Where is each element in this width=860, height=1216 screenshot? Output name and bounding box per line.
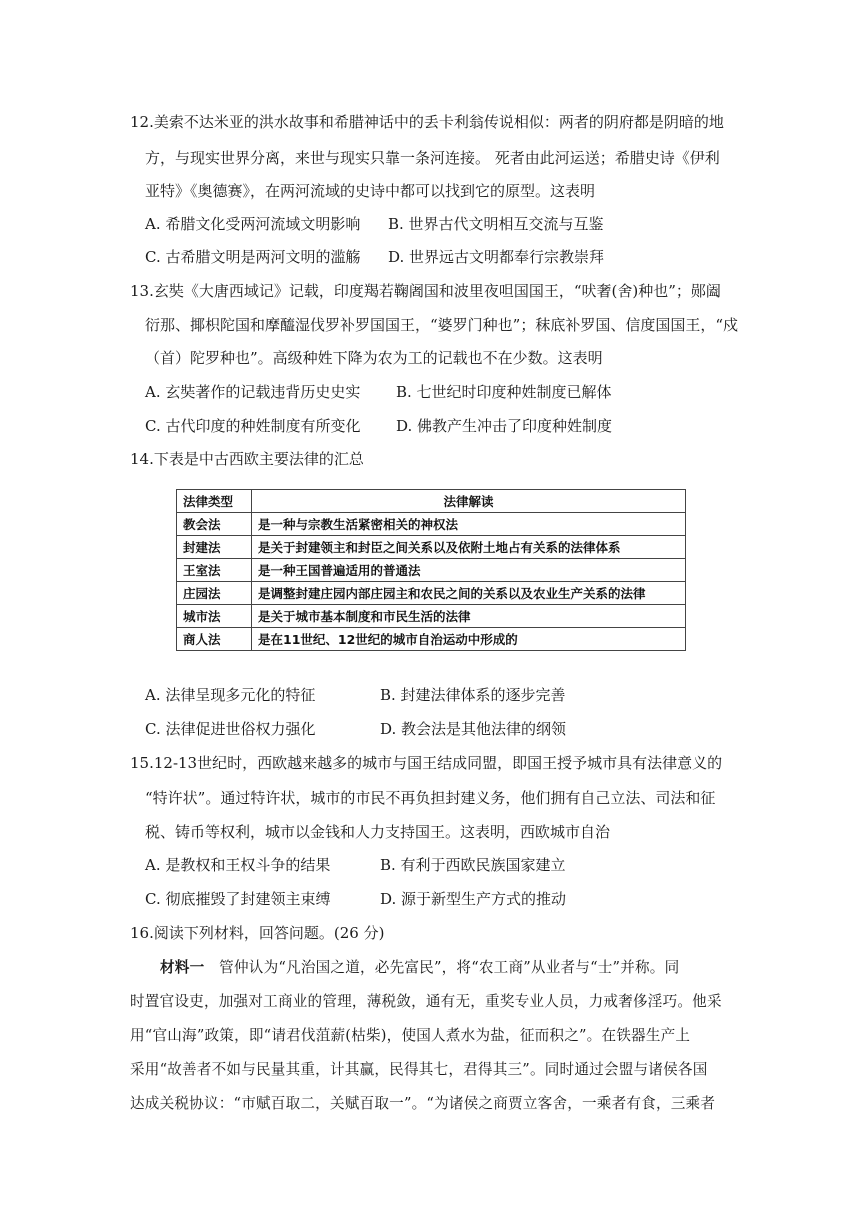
law-type-cell: 庄园法	[177, 582, 252, 605]
q12-option-d: D. 世界远古文明都奉行宗教崇拜	[388, 248, 605, 266]
q12-stem-line2: 方，与现实世界分离，来世与现实只靠一条河连接。 死者由此河运送；希腊史诗《伊利	[145, 149, 720, 167]
law-interpretation-cell: 是在11世纪、12世纪的城市自治运动中形成的	[252, 628, 686, 651]
q13-stem-line3: （首）陀罗种也”。高级种姓下降为农为工的记载也不在少数。这表明	[145, 349, 603, 367]
q14-option-d: D. 教会法是其他法律的纲领	[380, 720, 567, 738]
table-row	[177, 628, 686, 651]
material-one-line2: 时置官设吏，加强对工商业的管理，薄税敛，通有无，重奖专业人员，力戒奢侈淫巧。他采	[130, 993, 722, 1010]
law-type-cell: 城市法	[177, 605, 252, 628]
table-row	[177, 536, 686, 559]
q16-stem: 16.阅读下列材料，回答问题。(26 分)	[130, 924, 385, 942]
material-one-line3: 用“官山海”政策，即“请君伐菹薪(枯柴)，使国人煮水为盐，征而积之”。在铁器生产上	[130, 1027, 691, 1044]
header-law-type: 法律类型	[177, 490, 252, 513]
law-interpretation-cell: 是一种王国普遍适用的普通法	[252, 559, 686, 582]
law-summary-table	[176, 489, 686, 651]
law-interpretation-cell: 是调整封建庄园内部庄园主和农民之间的关系以及农业生产关系的法律	[252, 582, 686, 605]
law-type-cell: 王室法	[177, 559, 252, 582]
material-one-line1	[160, 958, 679, 978]
q15-stem-line1: 15.12-13世纪时，西欧越来越多的城市与国王结成同盟，即国王授予城市具有法律意义的	[130, 754, 723, 772]
q12-stem-line3: 亚特》《奥德赛》，在两河流域的史诗中都可以找到它的原型。这表明	[145, 182, 596, 200]
q13-option-a: A. 玄奘著作的记载违背历史史实	[145, 383, 361, 401]
q12-stem-line1: 12.美索不达米亚的洪水故事和希腊神话中的丢卡利翁传说相似：两者的阴府都是阴暗的地	[130, 113, 724, 131]
q12-option-c: C. 古希腊文明是两河文明的滥觞	[145, 248, 361, 266]
table-header-row	[177, 490, 686, 513]
q13-option-c: C. 古代印度的种姓制度有所变化	[145, 417, 361, 435]
header-law-interpretation: 法律解读	[252, 490, 686, 513]
q14-stem: 14.下表是中古西欧主要法律的汇总	[130, 450, 364, 468]
q15-option-b: B. 有利于西欧民族国家建立	[380, 856, 566, 874]
q15-option-d: D. 源于新型生产方式的推动	[380, 890, 567, 908]
law-interpretation-cell: 是一种与宗教生活紧密相关的神权法	[252, 513, 686, 536]
q13-stem-line2: 衍那、揶枳陀国和摩醯湿伐罗补罗国国王，“婆罗门种也”；秣底补罗国、信度国国王，“戍	[145, 316, 739, 334]
q14-option-c: C. 法律促进世俗权力强化	[145, 720, 316, 738]
law-type-cell: 教会法	[177, 513, 252, 536]
q13-option-b: B. 七世纪时印度种姓制度已解体	[396, 383, 612, 401]
law-type-cell: 商人法	[177, 628, 252, 651]
q15-stem-line3: 税、铸币等权利，城市以金钱和人力支持国王。这表明，西欧城市自治	[145, 823, 611, 841]
table-row	[177, 605, 686, 628]
table-row	[177, 559, 686, 582]
q15-stem-line2: “特许状”。通过特许状，城市的市民不再负担封建义务，他们拥有自己立法、司法和征	[145, 789, 716, 807]
q12-option-b: B. 世界古代文明相互交流与互鉴	[388, 215, 604, 233]
law-interpretation-cell: 是关于封建领主和封臣之间关系以及依附土地占有关系的法律体系	[252, 536, 686, 559]
q15-option-a: A. 是教权和王权斗争的结果	[145, 856, 331, 874]
q14-option-b: B. 封建法律体系的逐步完善	[380, 686, 566, 704]
q12-option-a: A. 希腊文化受两河流域文明影响	[145, 215, 361, 233]
table-row	[177, 582, 686, 605]
material-one-line5: 达成关税协议：“市赋百取二，关赋百取一”。“为诸侯之商贾立客舍，一乘者有食，三乘者	[130, 1095, 716, 1112]
q15-option-c: C. 彻底摧毁了封建领主束缚	[145, 890, 331, 908]
table-row	[177, 513, 686, 536]
material-one-line4: 采用“故善者不如与民量其重，计其赢，民得其七，君得其三”。同时通过会盟与诸侯各国	[130, 1061, 708, 1078]
law-interpretation-cell: 是关于城市基本制度和市民生活的法律	[252, 605, 686, 628]
q13-stem-line1: 13.玄奘《大唐西域记》记载，印度羯若鞠阇国和波里夜呾国国王，“吠奢(舍)种也”；郧阖	[130, 282, 721, 300]
q14-option-a: A. 法律呈现多元化的特征	[145, 686, 316, 704]
q13-option-d: D. 佛教产生冲击了印度种姓制度	[396, 417, 613, 435]
material-one-text: 管仲认为“凡治国之道，必先富民”，将“农工商”从业者与“士”并称。同	[204, 959, 680, 976]
material-one-label: 材料一	[160, 959, 205, 976]
law-type-cell: 封建法	[177, 536, 252, 559]
